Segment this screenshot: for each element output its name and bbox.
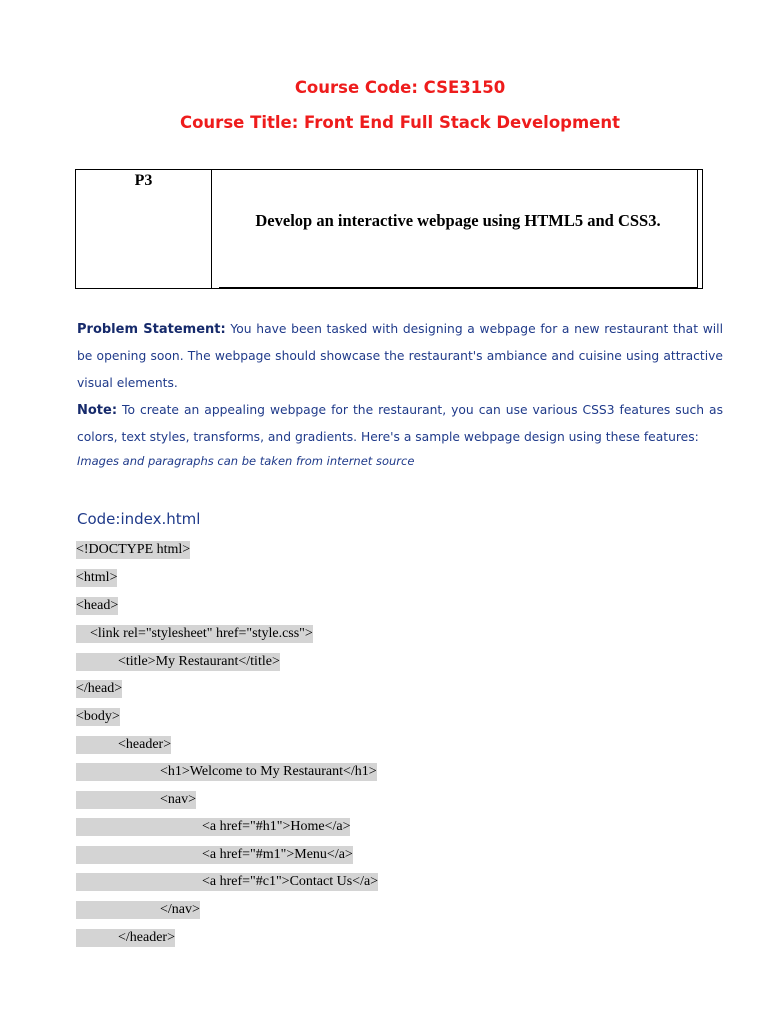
code-line: </header>	[76, 930, 175, 945]
course-code-heading: Course Code: CSE3150	[294, 78, 506, 97]
code-line: <head>	[76, 598, 119, 613]
code-line: <body>	[76, 709, 120, 724]
code-line: </nav>	[76, 902, 200, 917]
note-paragraph	[77, 397, 723, 451]
code-line: <a href="#m1">Menu</a>	[76, 847, 353, 862]
table-divider	[211, 170, 212, 288]
task-table	[75, 169, 703, 289]
code-line: </head>	[76, 681, 123, 696]
code-line: <html>	[76, 570, 118, 585]
code-line: <a href="#c1">Contact Us</a>	[76, 874, 379, 889]
note-italic-remark: Images and paragraphs can be taken from internet source	[77, 454, 415, 468]
code-line: <title>My Restaurant</title>	[76, 654, 280, 669]
code-line: <nav>	[76, 792, 197, 807]
note-text: To create an appealing webpage for the restaurant, you can use various CSS3 features such as colors, text styles, transforms, and gradients. Here's a sample webpage design using these features:	[77, 403, 723, 444]
course-title-heading: Course Title: Front End Full Stack Development	[179, 113, 621, 132]
problem-statement-text: You have been tasked with designing a webpage for a new restaurant that will be opening soon. The webpage should showcase the restaurant's ambiance and cuisine using attractive visual elements.	[77, 322, 723, 390]
code-line: <a href="#h1">Home</a>	[76, 819, 351, 834]
code-line: <h1>Welcome to My Restaurant</h1>	[76, 764, 377, 779]
problem-statement-label: Problem Statement:	[77, 322, 226, 337]
code-heading: Code:index.html	[77, 510, 201, 528]
task-id: P3	[134, 172, 153, 189]
code-line: <header>	[76, 737, 172, 752]
note-label: Note:	[77, 403, 118, 418]
table-inner-border-bottom	[219, 287, 698, 288]
problem-statement	[77, 316, 723, 397]
code-line: <link rel="stylesheet" href="style.css">	[76, 626, 313, 641]
table-inner-border-right	[697, 170, 698, 288]
task-description: Develop an interactive webpage using HTML5 and CSS3.	[255, 211, 661, 230]
code-line: <!DOCTYPE html>	[76, 542, 191, 557]
